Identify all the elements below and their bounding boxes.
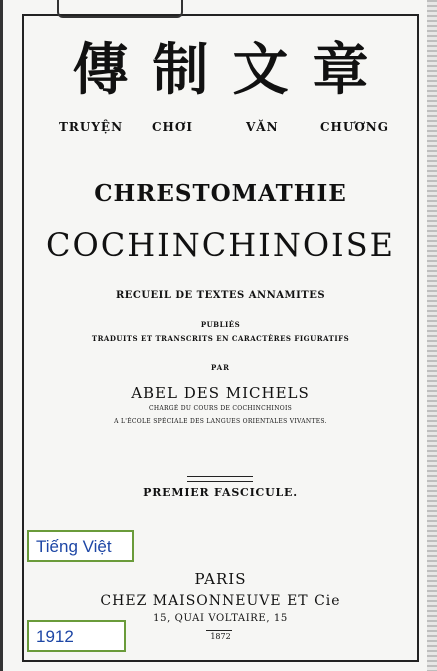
date-label: 1912 <box>27 620 126 652</box>
divider-rule <box>187 476 253 477</box>
binding-tab <box>57 0 183 18</box>
author-role-2: A L'ÉCOLE SPÉCIALE DES LANGUES ORIENTALES VIVANTES. <box>114 418 327 425</box>
title-line-1: CHRESTOMATHIE <box>94 180 347 207</box>
par-line: PAR <box>210 363 230 372</box>
romanized-word: VĂN <box>246 120 279 134</box>
year-rule <box>206 630 232 631</box>
publisher-name: CHEZ MAISONNEUVE ET Cie <box>100 593 341 609</box>
romanized-word: CHƠI <box>152 120 193 134</box>
translated-line: TRADUITS ET TRANSCRITS EN CARACTÈRES FIGURATIFS <box>91 334 350 343</box>
publisher-address: 15, QUAI VOLTAIRE, 15 <box>153 613 288 624</box>
page-edge-left <box>0 0 3 671</box>
publication-year: 1872 <box>210 632 231 641</box>
title-line-2: COCHINCHINOISE <box>46 226 395 264</box>
romanized-title <box>22 120 419 138</box>
chinese-title: 傳制文章 <box>72 37 393 103</box>
fascicule-label: PREMIER FASCICULE. <box>143 486 298 499</box>
published-line: PUBLIÉS <box>200 320 241 329</box>
language-label: Tiếng Việt <box>27 530 134 562</box>
publisher-city: PARIS <box>194 570 247 588</box>
romanized-word: CHƯƠNG <box>320 120 390 134</box>
subtitle: RECUEIL DE TEXTES ANNAMITES <box>115 290 326 301</box>
divider-rule <box>187 481 253 482</box>
author-role-1: CHARGÉ DU COURS DE COCHINCHINOIS <box>148 405 293 412</box>
author-name: ABEL DES MICHELS <box>131 384 310 402</box>
romanized-word: TRUYỆN <box>59 120 124 134</box>
page-edge-right <box>427 0 437 671</box>
